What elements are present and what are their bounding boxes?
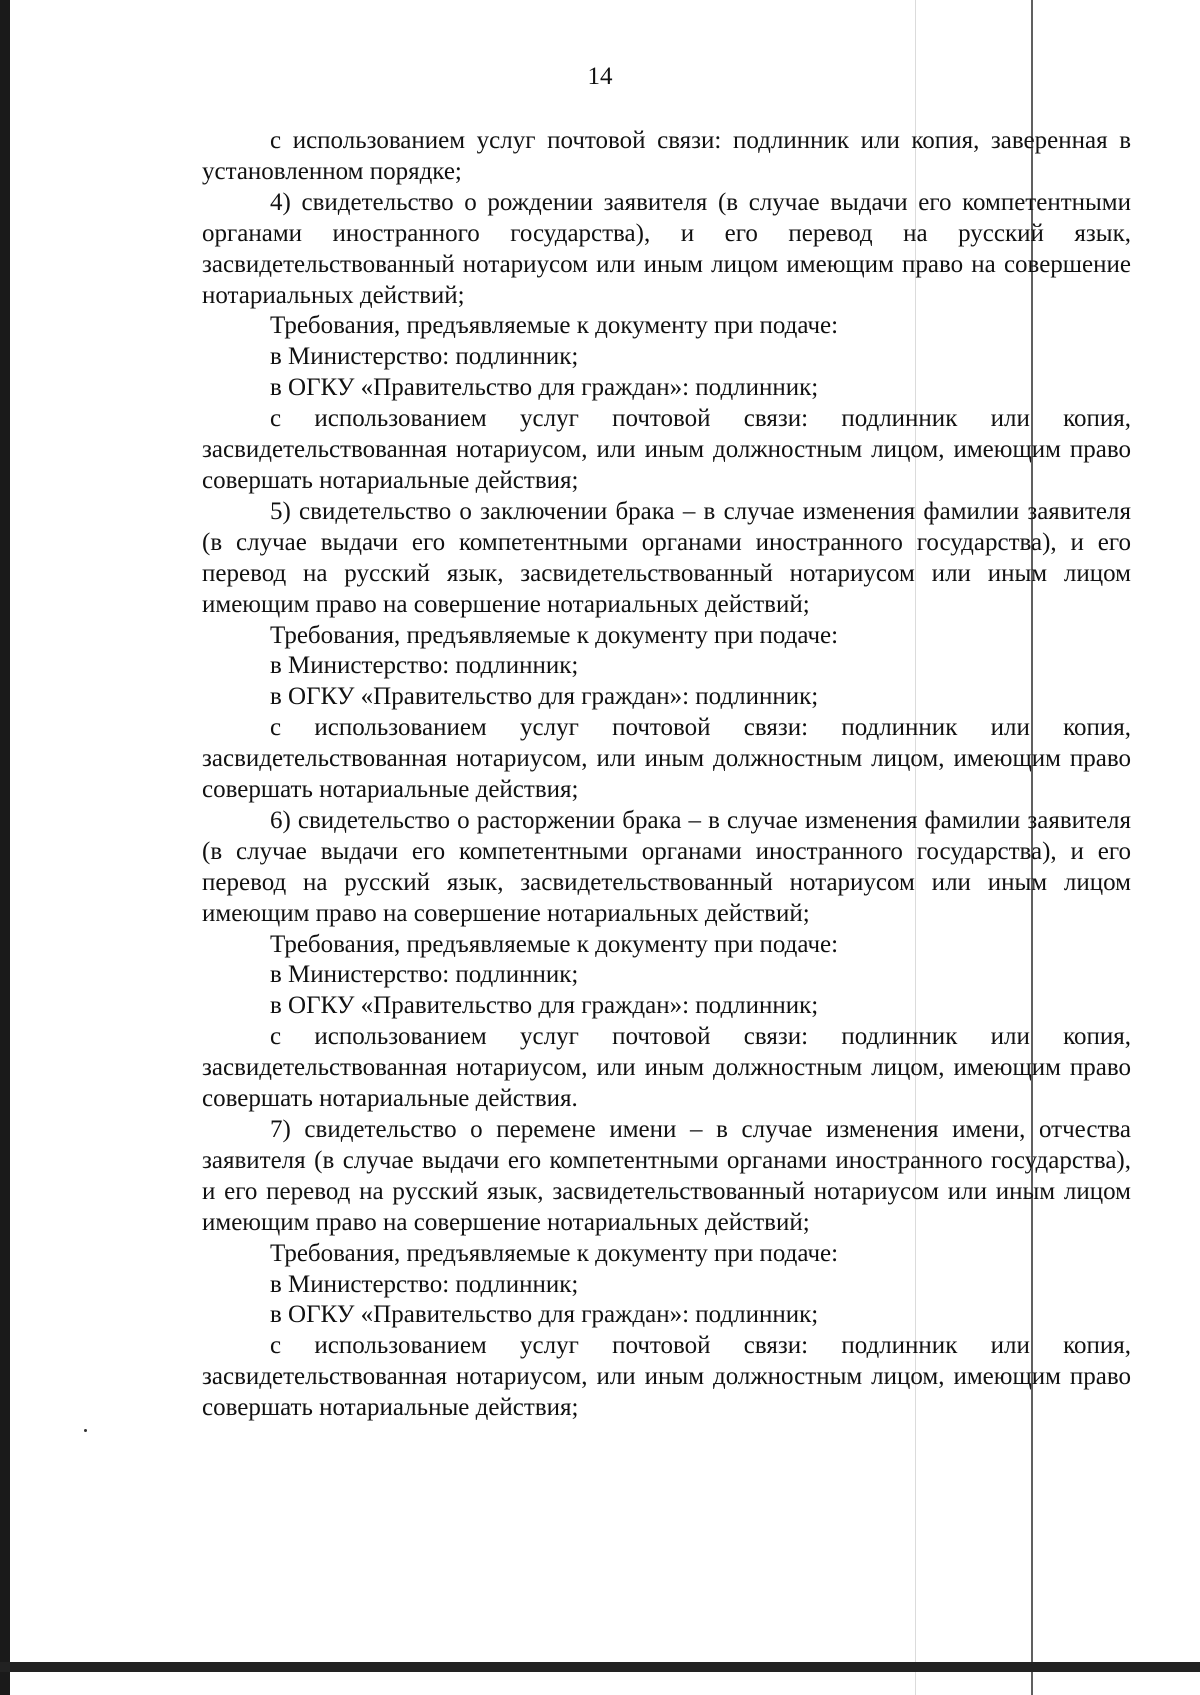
- paragraph: с использованием услуг почтовой связи: подлинник или копия, засвидетельствованная нотариусом, или иным должностным лицом, имеющим право совершать нотариальные действия;: [202, 405, 1131, 494]
- paragraph: в ОГКУ «Правительство для граждан»: подлинник;: [270, 374, 819, 402]
- paragraph: 7) свидетельство о перемене имени – в случае изменения имени, отчества заявителя (в случае выдачи его компетентными органами иностранного государства), и его перевод на русский язык, засвидетельствованный нотариусом или иным лицом имеющим право на совершение нотариальных действий;: [202, 1116, 1131, 1236]
- scan-bottom-edge: [0, 1662, 1200, 1672]
- document-body: [202, 126, 1131, 1424]
- page-number: 14: [587, 63, 613, 90]
- paragraph: 6) свидетельство о расторжении брака – в случае изменения фамилии заявителя (в случае выдачи его компетентными органами иностранного государства), и его перевод на русский язык, засвидетельствованный нотариусом или иным лицом имеющим право на совершение нотариальных действий;: [202, 806, 1131, 927]
- paragraph: в Министерство: подлинник;: [270, 652, 579, 680]
- paragraph: Требования, предъявляемые к документу при подаче:: [270, 930, 839, 958]
- scan-speck: [84, 1429, 87, 1432]
- paragraph: с использованием услуг почтовой связи: подлинник или копия, засвидетельствованная нотариусом, или иным должностным лицом, имеющим право совершать нотариальные действия;: [202, 1332, 1131, 1422]
- paragraph: 4) свидетельство о рождении заявителя (в случае выдачи его компетентными органами иностранного государства), и его перевод на русский язык, засвидетельствованный нотариусом или иным лицом имеющим право на совершение нотариальных действий;: [202, 188, 1131, 309]
- paragraph: в Министерство: подлинник;: [270, 961, 579, 989]
- paragraph: с использованием услуг почтовой связи: подлинник или копия, заверенная в установленном порядке;: [202, 127, 1131, 185]
- paragraph: Требования, предъявляемые к документу при подаче:: [270, 1239, 839, 1267]
- paragraph: с использованием услуг почтовой связи: подлинник или копия, засвидетельствованная нотариусом, или иным должностным лицом, имеющим право совершать нотариальные действия;: [202, 714, 1131, 804]
- paragraph: Требования, предъявляемые к документу при подаче:: [270, 312, 839, 340]
- paragraph: в Министерство: подлинник;: [270, 1270, 579, 1298]
- paragraph: в ОГКУ «Правительство для граждан»: подлинник;: [270, 1301, 819, 1329]
- paragraph: в ОГКУ «Правительство для граждан»: подлинник;: [270, 683, 819, 711]
- paragraph: в Министерство: подлинник;: [270, 343, 579, 371]
- paragraph: с использованием услуг почтовой связи: подлинник или копия, засвидетельствованная нотариусом, или иным должностным лицом, имеющим право совершать нотариальные действия.: [202, 1023, 1131, 1113]
- paragraph: в ОГКУ «Правительство для граждан»: подлинник;: [270, 992, 819, 1020]
- paragraph: 5) свидетельство о заключении брака – в случае изменения фамилии заявителя (в случае выдачи его компетентными органами иностранного государства), и его перевод на русский язык, засвидетельствованный нотариусом или иным лицом имеющим право на совершение нотариальных действий;: [202, 497, 1131, 618]
- scan-left-edge: [0, 0, 10, 1695]
- paragraph: Требования, предъявляемые к документу при подаче:: [270, 621, 839, 649]
